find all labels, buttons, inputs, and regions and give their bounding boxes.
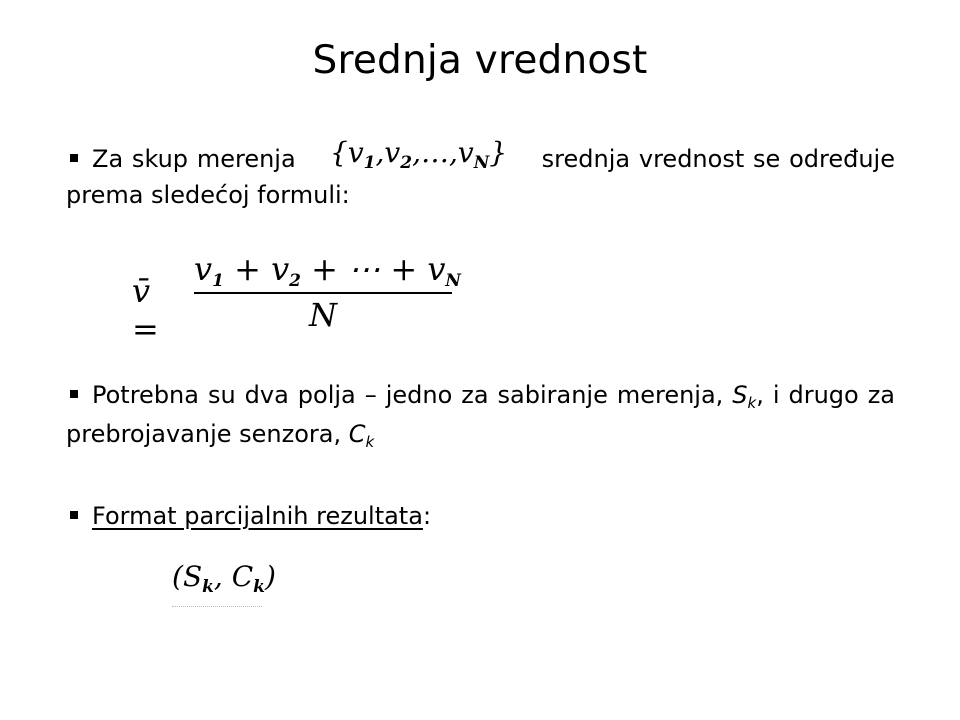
bullet-2-mid: , i drugo za prebrojavanje senzora, [66, 381, 895, 448]
num-plus-3: + [380, 250, 428, 288]
ck-symbol: C [348, 420, 366, 448]
num-sub-N: N [445, 271, 461, 291]
tuple-s-sub: k [202, 577, 214, 597]
bullet-2 [66, 377, 895, 455]
tuple-c: C [231, 560, 254, 593]
brace-open: { [330, 136, 348, 169]
partial-result-tuple [172, 560, 276, 597]
set-ellipsis: … [420, 136, 449, 169]
sk-subscript: k [747, 394, 757, 412]
ck-subscript: k [365, 433, 375, 451]
bullet-1-text-after: srednja vrednost se određuje prema sledećoj formuli: [66, 145, 895, 209]
tuple-c-sub: k [253, 577, 265, 597]
num-v1: v [194, 250, 213, 288]
set-v1: v [347, 136, 364, 169]
square-bullet-icon [70, 390, 78, 398]
num-dots: ⋯ [348, 250, 381, 288]
set-comma-1: , [375, 136, 385, 169]
slide-title: Srednja vrednost [312, 38, 648, 83]
square-bullet-icon [70, 511, 78, 519]
num-sub-1: 1 [212, 271, 224, 291]
set-sub-1: 1 [363, 153, 376, 173]
brace-close: } [489, 136, 508, 169]
num-plus-2: + [301, 250, 349, 288]
set-comma-2: , [412, 136, 421, 169]
num-sub-2: 2 [289, 271, 301, 291]
formula-denominator: N [309, 296, 337, 334]
sk-symbol: S [732, 381, 748, 409]
fraction-line [194, 292, 452, 294]
bullet-3 [66, 498, 895, 534]
num-v2: v [271, 250, 290, 288]
measurement-set [330, 136, 508, 173]
bullet-3-colon: : [422, 502, 432, 530]
set-sub-2: 2 [400, 153, 413, 173]
square-bullet-icon [70, 154, 78, 162]
bullet-2-text: Potrebna su dva polja – jedno za sabiranje merenja, [92, 381, 724, 409]
formula-fraction [194, 250, 461, 334]
formula-lhs: v̄ = [132, 272, 159, 348]
tuple-comma: , [213, 560, 232, 593]
set-comma-3: , [448, 136, 458, 169]
formula-numerator [194, 250, 461, 291]
bullet-3-text: Format parcijalnih rezultata [92, 502, 423, 530]
paren-open: ( [172, 560, 183, 593]
paren-close: ) [264, 560, 276, 593]
bullet-1-text-before: Za skup merenja [92, 145, 296, 173]
set-v2: v [384, 136, 401, 169]
set-vN: v [457, 136, 474, 169]
num-vN: v [427, 250, 446, 288]
num-plus-1: + [223, 250, 272, 288]
faded-artifact [172, 600, 262, 607]
set-sub-N: N [473, 153, 490, 173]
tuple-s: S [182, 560, 203, 593]
